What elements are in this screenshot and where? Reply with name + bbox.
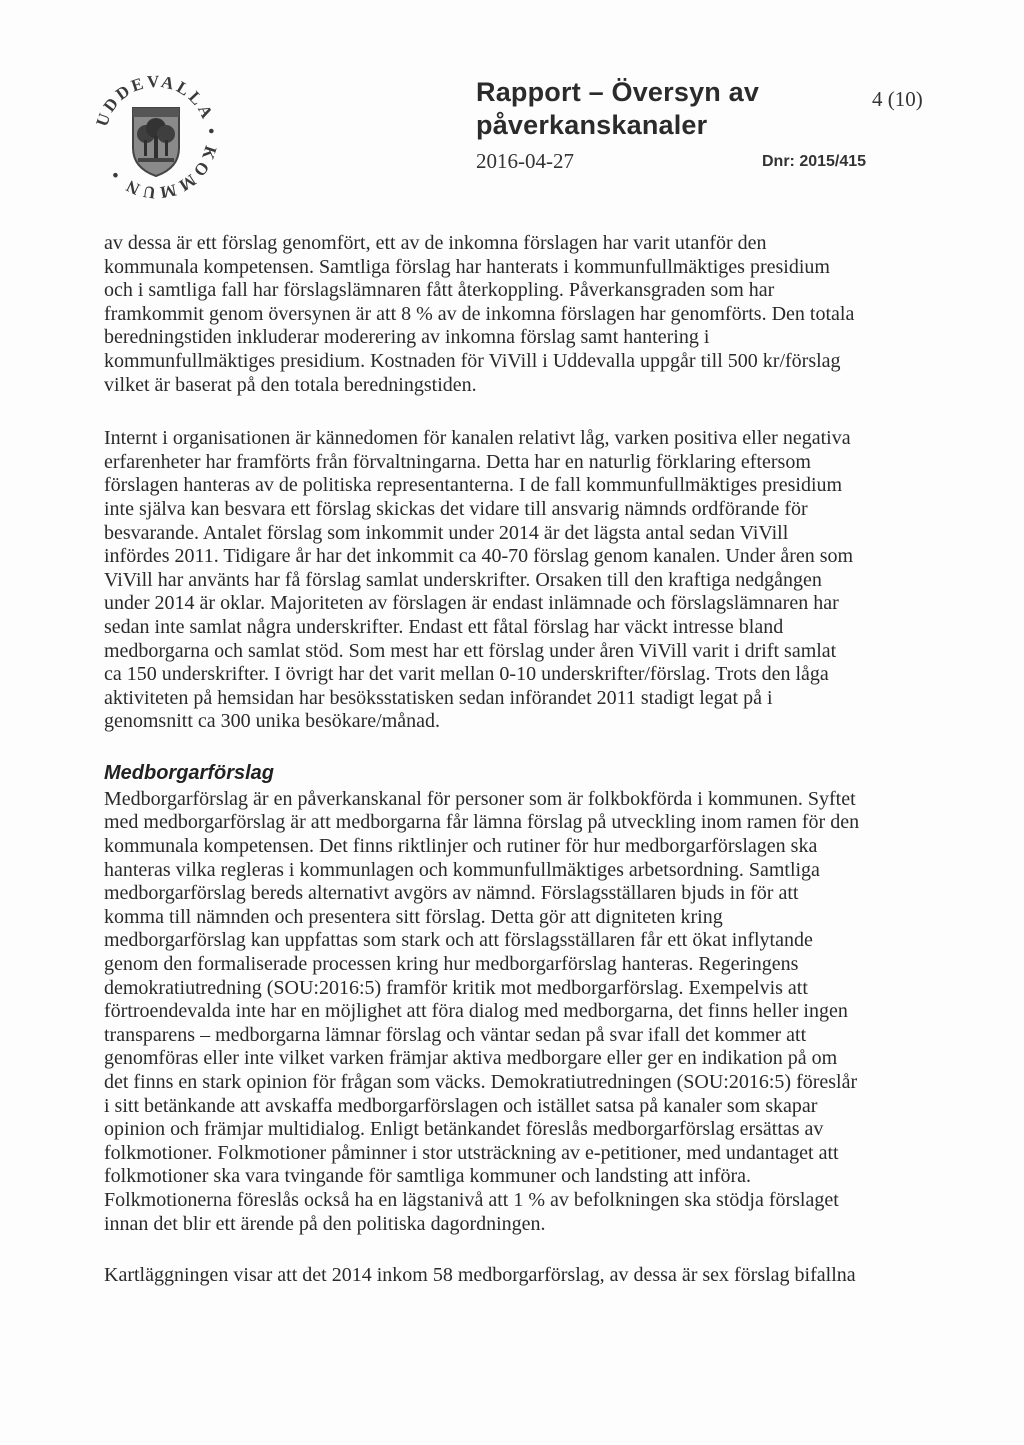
section-heading: Medborgarförslag: [104, 761, 275, 784]
paragraph-spacer: [104, 397, 904, 427]
document-body: [104, 232, 904, 1288]
svg-text:UDDEVALLA • KOMMUN •: UDDEVALLA • KOMMUN •: [92, 71, 222, 203]
coat-of-arms-logo: [76, 62, 236, 212]
body-paragraph-4: Kartläggningen visar att det 2014 inkom 58 medborgarförslag, av dessa är sex förslag bifallna: [104, 1264, 856, 1287]
diary-number: Dnr: 2015/415: [762, 153, 867, 170]
body-paragraph-3: Medborgarförslag är en påverkanskanal för personer som är folkbokförda i kommunen. Syftet med medborgarförslag är att medborgarna får lämna förslag på utveckling inom ramen för den kommunala kompetensen. Det finns riktlinjer och rutiner för hur medborgarförslagen ska hanteras vilka regleras i kommunlagen och kommunfullmäktiges arbetsordning. Samtliga medborgarförslag bereds alternativt avgörs av nämnd. Förslagsställaren bjuds in för att komma till nämnden och presentera sitt förslag. Detta gör att digniteten kring medborgarförslag kan uppfattas som stark och att förslagsställaren får ett ökat inflytande genom den formaliserade processen kring hur medborgarförslag hanteras. Regeringens demokratiutredning (SOU:2016:5) framför kritik mot medborgarförslag. Exempelvis att förtroendevalda inte har en möjlighet att föra dialog med medborgarna, det finns heller ingen transparens – medborgarna lämnar förslag och väntar sedan på svar ifall det kommer att genomföras eller inte vilket varken främjar aktiva medborgare eller ger en indikation på om det finns en stark opinion för frågan som väcks. Demokratiutredningen (SOU:2016:5) föreslår i sitt betänkande att avskaffa medborgarförslagen och istället satsa på kanaler som skapar opinion och främjar multidialog. Enligt betänkandet föreslås medborgarförslag ersättas av folkmotioner. Folkmotioner påminner i stor utsträckning av e-petitioner, med undantaget att folkmotioner ska vara tvingande för samtliga kommuner och landsting att införa. Folkmotionerna föreslås också ha en lägstanivå att 1 % av befolkningen ska stödja förslaget innan det blir ett ärende på den politiska dagordningen.: [104, 787, 860, 1235]
report-title-line2: påverkanskanaler: [476, 110, 708, 140]
report-title-line1: Rapport – Översyn av: [476, 77, 760, 107]
report-title: [476, 76, 759, 142]
paragraph-spacer: [104, 1236, 904, 1264]
body-paragraph-2: Internt i organisationen är kännedomen för kanalen relativt låg, varken positiva eller negativa erfarenheter har framförts från förvaltningarna. Detta har en naturlig förklaring eftersom förslagen hanteras av de politiska representanterna. I de fall kommunfullmäktiges presidium inte själva kan besvara ett förslag skickas det vidare till ansvarig nämnds ordförande för besvarande. Antalet förslag som inkommit under 2014 är det lägsta antal sedan ViVill infördes 2011. Tidigare år har det inkommit ca 40-70 förslag genom kanalen. Under åren som ViVill har använts har få förslag samlat underskrifter. Orsaken till den kraftiga nedgången under 2014 är oklar. Majoriteten av förslagen är endast inlämnade och förslagslämnaren har sedan inte samlat några underskrifter. Endast ett fåtal förslag har väckt intresse bland medborgarna och samlat stöd. Som mest har ett förslag under åren ViVill varit i drift samlat ca 150 underskrifter. I övrigt har det varit mellan 0-10 underskrifter/förslag. Trots den låga aktiviteten på hemsidan har besöksstatisken sedan införandet 2011 stadigt legat på i genomsnitt ca 300 unika besökare/månad.: [104, 427, 854, 733]
paragraph-spacer: [104, 734, 904, 760]
page-number: 4 (10): [872, 87, 923, 111]
body-paragraph-1: av dessa är ett förslag genomfört, ett av de inkomna förslagen har varit utanför den kommunala kompetensen. Samtliga förslag har hanterats i kommunfullmäktiges presidium och i samtliga fall har förslagslämnaren fått återkoppling. Påverkansgraden som har framkommit genom översynen är att 8 % av de inkomna förslagen har genomförts. Den totala beredningstiden inkluderar moderering av inkomna förslag samt hantering i kommunfullmäktiges presidium. Kostnaden för ViVill i Uddevalla uppgår till 500 kr/förslag vilket är baserat på den totala beredningstiden.: [104, 232, 855, 396]
report-date: 2016-04-27: [476, 149, 574, 173]
